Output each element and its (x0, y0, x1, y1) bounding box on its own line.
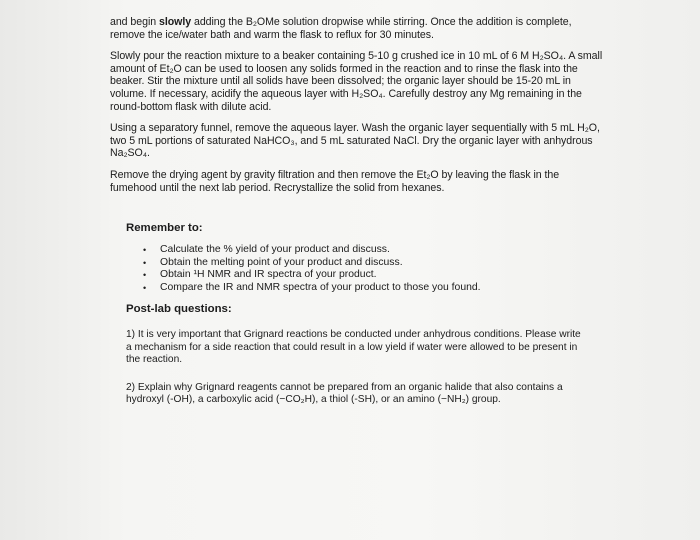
list-item (126, 257, 596, 269)
list-item (126, 269, 596, 281)
procedure-step-quench: Slowly pour the reaction mixture to a beaker containing 5-10 g crushed ice in 10 mL of 6 M H₂SO₄. A small amount of Et₂O can be used to loosen any solids formed in the reaction and to rinse the flask into the beaker. Stir the mixture until all solids have been dissolved; the organic layer should be 15-20 mL in volume. If necessary, acidify the aqueous layer with H₂SO₄. Carefully destroy any Mg remaining in the round-bottom flask with dilute acid. (110, 50, 603, 113)
procedure-section (110, 16, 608, 203)
list-item (126, 282, 596, 294)
bullet-icon: • (143, 282, 147, 293)
remember-heading: Remember to: (126, 222, 203, 234)
postlab-question-1: 1) It is very important that Grignard reactions be conducted under anhydrous conditions. Please write a mechanism for a side reaction that could result in a low yield if water were allowed to be present in the reaction. (126, 329, 581, 365)
procedure-step-extraction: Using a separatory funnel, remove the aqueous layer. Wash the organic layer sequentially with 5 mL H₂O, two 5 mL portions of saturated NaHCO₃, and 5 mL saturated NaCl. Dry the organic layer with anhydrous Na₂SO₄. (110, 122, 600, 160)
procedure-step-isolation: Remove the drying agent by gravity filtration and then remove the Et₂O by leaving the flask in the fumehood until the next lab period. Recrystallize the solid from hexanes. (110, 168, 560, 194)
remember-section (126, 222, 596, 294)
bullet-icon: • (143, 245, 147, 256)
postlab-question-2: 2) Explain why Grignard reagents cannot be prepared from an organic halide that also contains a hydroxyl (-OH), a carboxylic acid (−CO₂H), a thiol (-SH), or an amino (−NH₂) group. (126, 382, 563, 406)
list-item (126, 244, 596, 256)
list-item-text: Obtain the melting point of your product and discuss. (160, 256, 403, 268)
bullet-icon: • (143, 270, 147, 281)
list-item-text: Compare the IR and NMR spectra of your product to those you found. (160, 281, 481, 293)
list-item-text: Calculate the % yield of your product and discuss. (160, 244, 390, 256)
procedure-step-addition (110, 16, 608, 41)
remember-list (126, 244, 596, 294)
postlab-heading: Post-lab questions: (126, 303, 232, 315)
list-item-text: Obtain ¹H NMR and IR spectra of your product. (160, 269, 377, 281)
procedure-step-addition-pre: and begin (110, 16, 159, 28)
bullet-icon: • (143, 257, 147, 268)
procedure-step-addition-post: adding the B₂OMe solution dropwise while stirring. Once the addition is complete, remove the ice/water bath and warm the flask to reflux for 30 minutes. (110, 16, 572, 41)
postlab-section (126, 303, 588, 406)
emphasis-slowly: slowly (158, 16, 192, 28)
